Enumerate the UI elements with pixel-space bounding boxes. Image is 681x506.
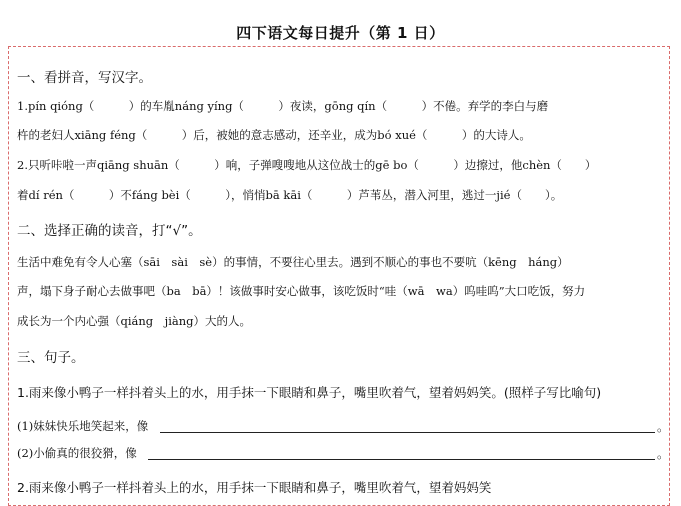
worksheet-frame [8, 46, 670, 506]
page-title: 四下语文每日提升（第 1 日） [236, 24, 445, 42]
section1-heading: 一、看拼音，写汉字。 [17, 70, 152, 86]
section1-line-3: 2.只听咔啦一声qiāng shuān（ ）响，子弹嗖嗖地从这位战士的gē bo（ ）边擦过，他chèn（ ） [17, 158, 597, 172]
answer-end-mark-1: 。 [657, 420, 670, 434]
section2-line-1: 生活中难免有令人心塞（sāi sài sè）的事情，不要往心里去。遇到不顺心的事也不要吭（kēng háng） [17, 255, 569, 269]
section3-item-2: (2)小偷真的很狡猾，像 [17, 446, 137, 460]
section2-line-3: 成长为一个内心强（qiáng jiàng）大的人。 [17, 314, 252, 328]
section3-question-2: 2.雨来像小鸭子一样抖着头上的水，用手抹一下眼睛和鼻子，嘴里吹着气，望着妈妈笑 [17, 480, 492, 495]
section3-heading: 三、句子。 [17, 350, 85, 366]
section2-heading: 二、选择正确的读音，打“√”。 [17, 223, 202, 239]
section2-line-2: 声，塌下身子耐心去做事吧（ba bā）！该做事时安心做事，该吃饭时“哇（wā wa）呜哇呜”大口吃饭，努力 [17, 284, 586, 298]
answer-line-2[interactable] [148, 459, 655, 460]
section1-line-2: 杵的老妇人xiāng féng（ ）后，被她的意志感动，还辛业，成为bó xué（ ）的大诗人。 [17, 128, 531, 142]
section3-item-1: (1)妹妹快乐地笑起来，像 [17, 419, 149, 433]
answer-end-mark-2: 。 [657, 447, 670, 461]
section1-line-1: 1.pín qióng（ ）的车胤náng yíng（ ）夜读，gōng qín（ ）不倦。弃学的李白与磨 [17, 99, 549, 113]
answer-line-1[interactable] [160, 432, 655, 433]
section1-line-4: 着dí rén（ ）不fáng bèi（ ），悄悄bā kāi（ ）芦苇丛，潜入河里，逃过一jié（ ）。 [17, 188, 563, 202]
section3-question-1: 1.雨来像小鸭子一样抖着头上的水，用手抹一下眼睛和鼻子，嘴里吹着气，望着妈妈笑。(照样子写比喻句) [17, 385, 602, 400]
